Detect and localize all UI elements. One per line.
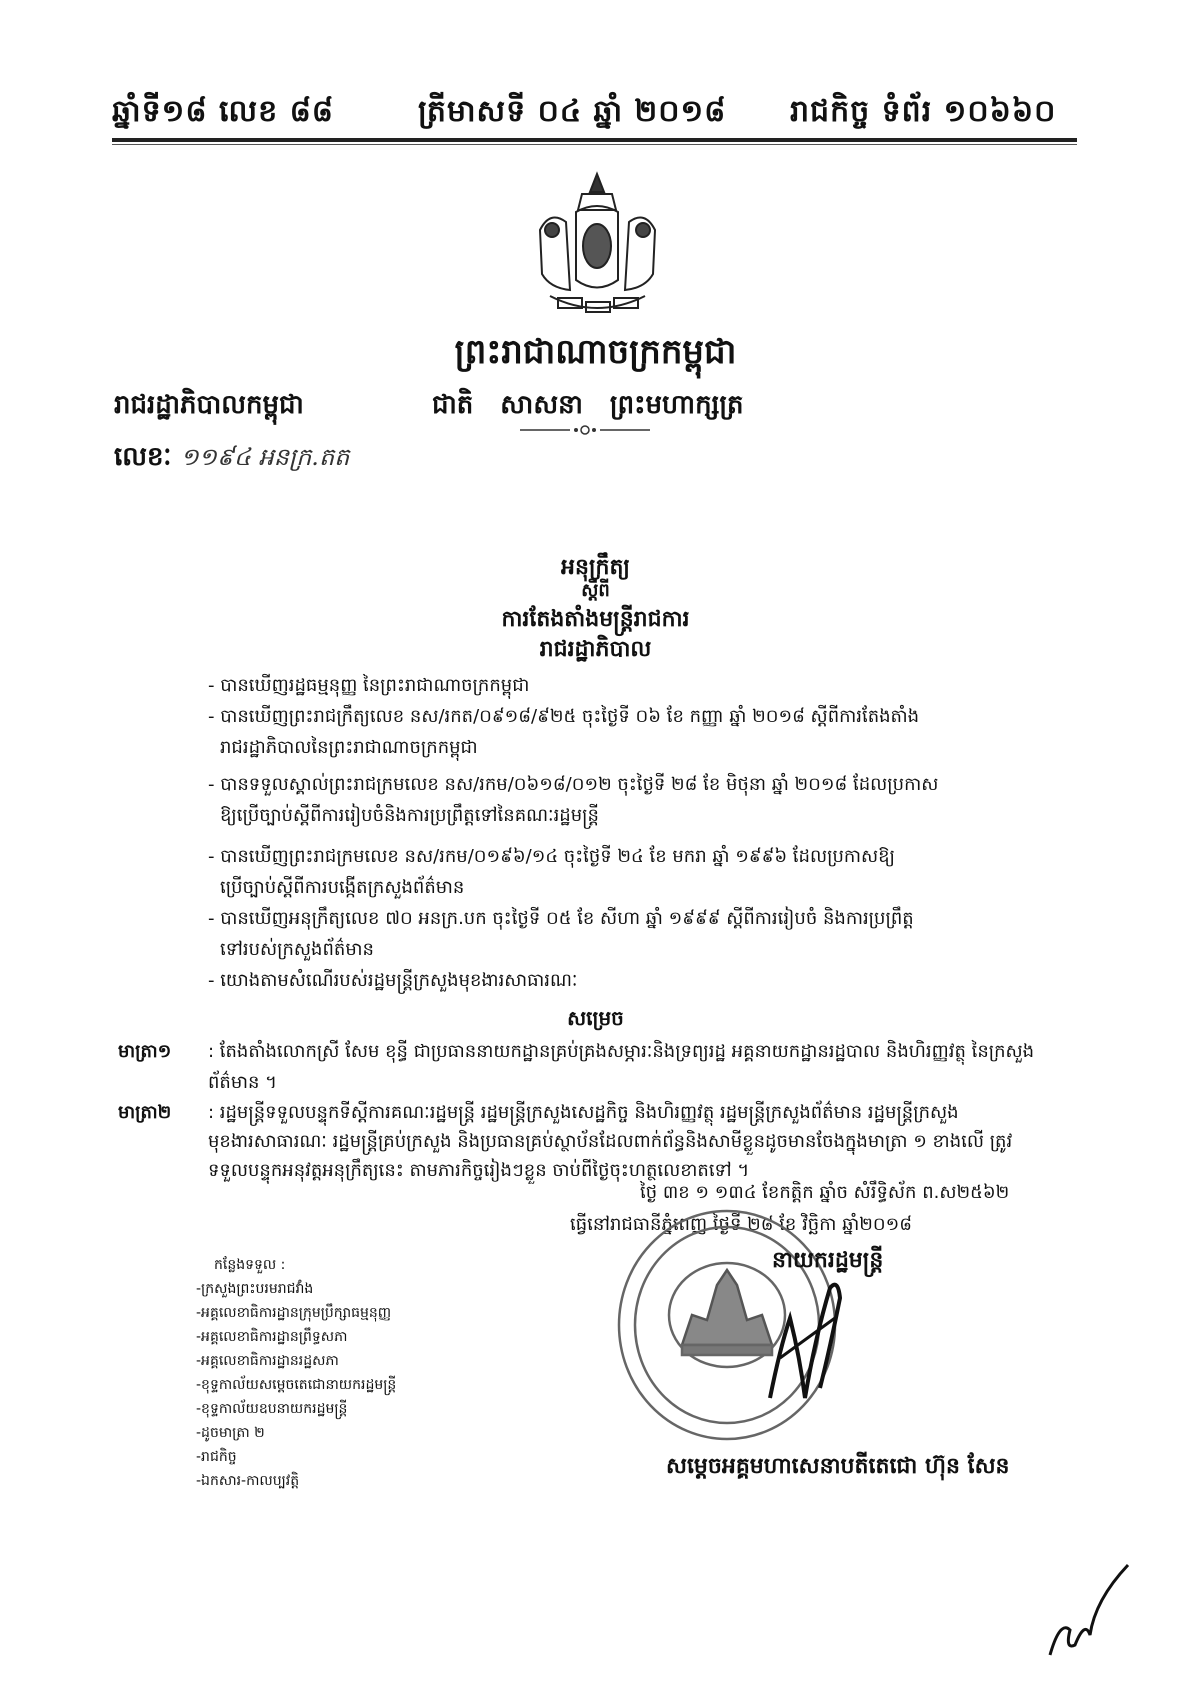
ornament-divider-icon: [520, 424, 650, 436]
kingdom-title: ព្រះរាជាណាចក្រកម្ពុជា: [454, 332, 737, 372]
header-rule: [112, 138, 1077, 142]
signer-name: សម្តេចអគ្គមហាសេនាបតីតេជោ ហ៊ុន សែន: [666, 1454, 1010, 1479]
article-label: មាត្រា១: [118, 1041, 172, 1062]
royal-coat-of-arms-icon: [520, 170, 675, 325]
preamble-item: - បានទទួលស្គាល់ព្រះរាជក្រមលេខ នស/រកម/០៦១៨/០១២ ចុះថ្ងៃទី ២៨ ខែ មិថុនា ឆ្នាំ ២០១៨ ដែលប្រកាស ឱ្យប្រើច្បាប់ស្តីពីការរៀបចំនិងការប្រព្រឹត្តទៅនៃគណៈរដ្ឋមន្ត្រី: [208, 774, 939, 826]
preamble-item: - យោងតាមសំណើរបស់រដ្ឋមន្ត្រីក្រសួងមុខងារសាធារណៈ: [208, 970, 578, 991]
solar-date: ធ្វើនៅរាជធានីភ្នំពេញ ថ្ងៃទី ២៨ ខែ វិច្ឆិកា ឆ្នាំ២០១៨: [570, 1214, 912, 1235]
header-rule-thin: [112, 144, 1077, 145]
document-number-value: ១១៩៤ អនក្រ.តត: [180, 443, 350, 471]
header-quarter: ត្រីមាសទី ០៤ ឆ្នាំ ២០១៨: [418, 94, 727, 129]
preamble-list: [208, 670, 1038, 996]
recipient-item: -អគ្គលេខាធិការដ្ឋានក្រុមប្រឹក្សាធម្មនុញ្ញ: [196, 1305, 392, 1321]
recipient-item: -ខុទ្ទកាល័យសម្តេចតេជោនាយករដ្ឋមន្ត្រី: [196, 1377, 397, 1393]
preamble-item: - បានឃើញព្រះរាជក្រមលេខ នស/រកម/០១៩៦/១៤ ចុះថ្ងៃទី ២៤ ខែ មករា ឆ្នាំ ១៩៩៦ ដែលប្រកាសឱ្យ ប្រើច្បាប់ស្តីពីការបង្កើតក្រសួងព័ត៌មាន: [208, 846, 895, 898]
article-text: : រដ្ឋមន្ត្រីទទួលបន្ទុកទីស្តីការគណៈរដ្ឋមន្ត្រី រដ្ឋមន្ត្រីក្រសួងសេដ្ឋកិច្ច និងហិរញ្ញវត្ថុ រដ្ឋមន្ត្រីក្រសួងព័ត៌មាន រដ្ឋមន្ត្រីក្រសួងមុខងារសាធារណៈ រដ្ឋមន្ត្រីគ្រប់ក្រសួង និងប្រធានគ្រប់ស្ថាប័នដែលពាក់ព័ន្ធនិងសាមីខ្លួនដូចមានចែងក្នុងមាត្រា ១ ខាងលើ ត្រូវទទួលបន្ទុកអនុវត្តអនុក្រឹត្យនេះ តាមភារកិច្ចរៀងៗខ្លួន ចាប់ពីថ្ងៃចុះហត្ថលេខាតទៅ ។: [208, 1102, 1013, 1181]
doc-issuer-title: រាជរដ្ឋាភិបាល: [539, 637, 652, 662]
article-2: [118, 1098, 1048, 1185]
recipient-item: -ខុទ្ទកាល័យឧបនាយករដ្ឋមន្ត្រី: [196, 1401, 348, 1417]
doc-type-title: អនុក្រឹត្យ: [561, 555, 630, 580]
preamble-item: - បានឃើញព្រះរាជក្រឹត្យលេខ នស/រកត/០៩១៨/៩២៥ ចុះថ្ងៃទី ០៦ ខែ កញ្ញា ឆ្នាំ ២០១៨ ស្តីពីការតែងតាំង រាជរដ្ឋាភិបាលនៃព្រះរាជាណាចក្រកម្ពុជា: [208, 706, 920, 758]
prime-minister-title: នាយករដ្ឋមន្ត្រី: [772, 1248, 884, 1273]
doc-subject-title: ការតែងតាំងមន្ត្រីរាជការ: [501, 607, 690, 632]
government-title: រាជរដ្ឋាភិបាលកម្ពុជា: [114, 390, 304, 420]
article-text: : តែងតាំងលោកស្រី សែម ខុន្ធី ជាប្រធាននាយកដ្ឋានគ្រប់គ្រងសម្ភារៈនិងទ្រព្យរដ្ឋ អគ្គនាយកដ្ឋានរដ្ឋបាល និងហិរញ្ញវត្ថុ នៃក្រសួងព័ត៌មាន ។: [208, 1041, 1035, 1093]
national-motto: ជាតិ សាសនា ព្រះមហាក្សត្រ: [432, 390, 744, 420]
decision-heading: សម្រេច: [567, 1006, 624, 1030]
handwritten-initial-icon: [1040, 1560, 1130, 1660]
recipient-item: -រាជកិច្ច: [196, 1449, 237, 1465]
article-1: [118, 1036, 1048, 1098]
recipients-heading: កន្លែងទទួល :: [214, 1257, 286, 1273]
recipient-item: -អគ្គលេខាធិការដ្ឋានរដ្ឋសភា: [196, 1353, 339, 1369]
header-year-issue: ឆ្នាំទី១៨ លេខ ៨៨: [112, 94, 335, 129]
signature-icon: [760, 1258, 850, 1408]
article-label: មាត្រា២: [118, 1102, 172, 1123]
recipient-item: -ដូចមាត្រា ២: [196, 1425, 265, 1441]
recipient-item: -អគ្គលេខាធិការដ្ឋានព្រឹទ្ធសភា: [196, 1329, 348, 1345]
document-number: [114, 440, 349, 478]
recipient-item: -ឯកសារ-កាលប្បវត្តិ: [196, 1473, 300, 1489]
header-gazette-page: រាជកិច្ច ទំព័រ ១០៦៦០: [790, 94, 1057, 129]
preamble-item: - បានឃើញរដ្ឋធម្មនុញ្ញ នៃព្រះរាជាណាចក្រកម្ពុជា: [208, 675, 530, 696]
recipient-item: -ក្រសួងព្រះបរមរាជវាំង: [196, 1281, 314, 1297]
document-number-label: លេខៈ: [114, 442, 172, 472]
lunar-date: ថ្ងៃ ៣ខ ១ ១៣៤ ខែកត្តិក ឆ្នាំច សំរឹទ្ធិស័ក ព.ស២៥៦២: [640, 1182, 1010, 1203]
doc-about-label: ស្តីពី: [581, 580, 610, 601]
recipients-list: [196, 1253, 396, 1493]
preamble-item: - បានឃើញអនុក្រឹត្យលេខ ៧០ អនក្រ.បក ចុះថ្ងៃទី ០៥ ខែ សីហា ឆ្នាំ ១៩៩៩ ស្តីពីការរៀបចំ និងការប្រព្រឹត្ត ទៅរបស់ក្រសួងព័ត៌មាន: [208, 908, 914, 960]
